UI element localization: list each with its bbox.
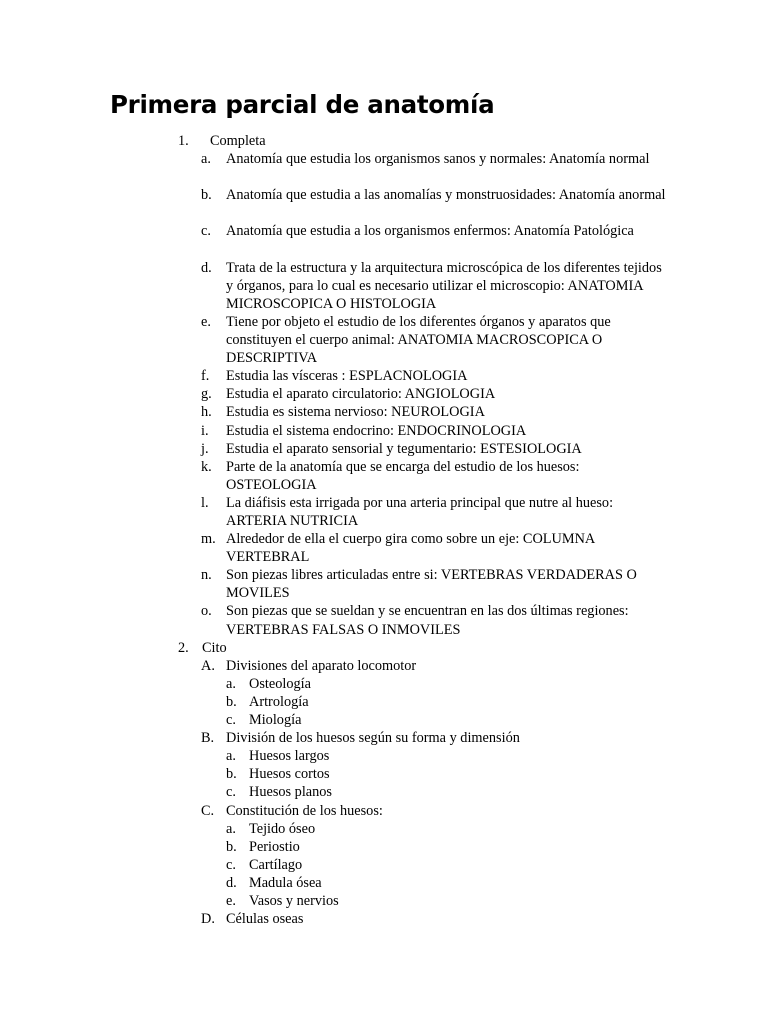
list-item bbox=[0, 403, 768, 421]
item-marker: h. bbox=[201, 404, 212, 421]
item-text: Miología bbox=[249, 712, 302, 729]
item-marker: l. bbox=[201, 494, 209, 511]
item-marker: c. bbox=[201, 223, 211, 240]
group-marker: D. bbox=[201, 911, 215, 928]
group-heading bbox=[0, 729, 768, 747]
list-item bbox=[0, 602, 768, 638]
group-text: Constitución de los huesos: bbox=[226, 802, 383, 819]
item-text: Huesos planos bbox=[249, 784, 332, 801]
section-number: 1. bbox=[178, 133, 189, 149]
page-title: Primera parcial de anatomía bbox=[110, 90, 495, 119]
group-marker: C. bbox=[201, 802, 215, 819]
item-marker: f. bbox=[201, 368, 210, 385]
item-text: Estudia el sistema endocrino: ENDOCRINOLOGIA bbox=[226, 422, 527, 439]
list-item bbox=[0, 222, 768, 258]
list-item bbox=[0, 874, 768, 892]
item-text: Anatomía que estudia los organismos sanos y normales: Anatomía normal bbox=[226, 151, 650, 168]
group-marker: A. bbox=[201, 657, 215, 674]
list-item bbox=[0, 838, 768, 856]
list-item bbox=[0, 259, 768, 313]
item-marker: c. bbox=[226, 712, 236, 729]
item-marker: a. bbox=[201, 151, 211, 168]
list-item bbox=[0, 675, 768, 693]
list-item bbox=[0, 747, 768, 765]
item-text: Tiene por objeto el estudio de los diferentes órganos y aparatos que constituyen el cuerpo animal: ANATOMIA MACROSCOPICA O DESCRIPTIVA bbox=[226, 313, 611, 367]
item-marker: a. bbox=[226, 820, 236, 837]
item-marker: a. bbox=[226, 748, 236, 765]
item-text: Alrededor de ella el cuerpo gira como sobre un eje: COLUMNA VERTEBRAL bbox=[226, 531, 595, 566]
group-text: Células oseas bbox=[226, 911, 304, 928]
list-item bbox=[0, 494, 768, 530]
item-text: Vasos y nervios bbox=[249, 892, 339, 909]
item-text: Huesos largos bbox=[249, 748, 330, 765]
item-text: Madula ósea bbox=[249, 874, 322, 891]
group-text: Divisiones del aparato locomotor bbox=[226, 657, 417, 674]
item-text: Periostio bbox=[249, 838, 300, 855]
item-text: Anatomía que estudia a los organismos enfermos: Anatomía Patológica bbox=[226, 223, 634, 240]
item-text: Cartílago bbox=[249, 856, 303, 873]
item-text: Anatomía que estudia a las anomalías y monstruosidades: Anatomía anormal bbox=[226, 187, 666, 204]
group-text: División de los huesos según su forma y dimensión bbox=[226, 730, 520, 747]
group-heading bbox=[0, 910, 768, 928]
item-text: Trata de la estructura y la arquitectura microscópica de los diferentes tejidos y órganos, para lo cual es necesario utilizar el microscopio: ANATOMIA MICROSCOPICA O HISTOLOGIA bbox=[226, 259, 662, 312]
item-marker: j. bbox=[201, 440, 209, 457]
item-marker: g. bbox=[201, 386, 212, 403]
item-marker: e. bbox=[201, 313, 211, 330]
item-marker: i. bbox=[201, 422, 209, 439]
section-number: 2. bbox=[178, 639, 189, 656]
group-heading bbox=[0, 657, 768, 675]
item-marker: d. bbox=[226, 874, 237, 891]
list-item bbox=[0, 313, 768, 367]
item-text: La diáfisis esta irrigada por una arteria principal que nutre al hueso: ARTERIA NUTRICIA bbox=[226, 494, 614, 529]
list-item bbox=[0, 892, 768, 910]
item-marker: m. bbox=[201, 531, 216, 548]
item-text: Estudia las vísceras : ESPLACNOLOGIA bbox=[226, 368, 468, 385]
item-text: Estudia es sistema nervioso: NEUROLOGIA bbox=[226, 404, 485, 421]
item-text: Huesos cortos bbox=[249, 766, 330, 783]
list-item bbox=[0, 440, 768, 458]
item-marker: b. bbox=[226, 838, 237, 855]
item-marker: d. bbox=[201, 259, 212, 276]
list-item bbox=[0, 765, 768, 783]
document-body bbox=[0, 132, 768, 928]
list-item bbox=[0, 566, 768, 602]
section-label: Cito bbox=[202, 639, 227, 656]
list-item bbox=[0, 385, 768, 403]
item-text: Parte de la anatomía que se encarga del estudio de los huesos: OSTEOLOGIA bbox=[226, 458, 580, 493]
list-item bbox=[0, 530, 768, 566]
item-marker: o. bbox=[201, 603, 212, 620]
list-item bbox=[0, 693, 768, 711]
list-item bbox=[0, 820, 768, 838]
group-marker: B. bbox=[201, 730, 215, 747]
item-text: Estudia el aparato circulatorio: ANGIOLOGIA bbox=[226, 386, 496, 403]
list-item bbox=[0, 150, 768, 186]
list-item bbox=[0, 367, 768, 385]
item-text: Son piezas que se sueldan y se encuentran en las dos últimas regiones: VERTEBRAS FALSAS O INMOVILES bbox=[226, 603, 629, 638]
list-item bbox=[0, 422, 768, 440]
item-marker: c. bbox=[226, 856, 236, 873]
item-text: Artrología bbox=[249, 693, 309, 710]
item-marker: b. bbox=[226, 693, 237, 710]
list-item bbox=[0, 458, 768, 494]
item-marker: b. bbox=[201, 187, 212, 204]
item-marker: c. bbox=[226, 784, 236, 801]
item-marker: k. bbox=[201, 458, 212, 475]
list-item bbox=[0, 856, 768, 874]
item-text: Estudia el aparato sensorial y tegumentario: ESTESIOLOGIA bbox=[226, 440, 582, 457]
list-item bbox=[0, 783, 768, 801]
section-heading bbox=[0, 132, 768, 150]
item-text: Son piezas libres articuladas entre si: VERTEBRAS VERDADERAS O MOVILES bbox=[226, 567, 637, 602]
section-heading bbox=[0, 639, 768, 657]
item-marker: b. bbox=[226, 766, 237, 783]
list-item bbox=[0, 186, 768, 222]
item-text: Tejido óseo bbox=[249, 820, 316, 837]
item-marker: a. bbox=[226, 675, 236, 692]
item-marker: e. bbox=[226, 892, 236, 909]
item-text: Osteología bbox=[249, 675, 311, 692]
list-item bbox=[0, 711, 768, 729]
group-heading bbox=[0, 802, 768, 820]
item-marker: n. bbox=[201, 567, 212, 584]
section-label: Completa bbox=[210, 133, 266, 149]
